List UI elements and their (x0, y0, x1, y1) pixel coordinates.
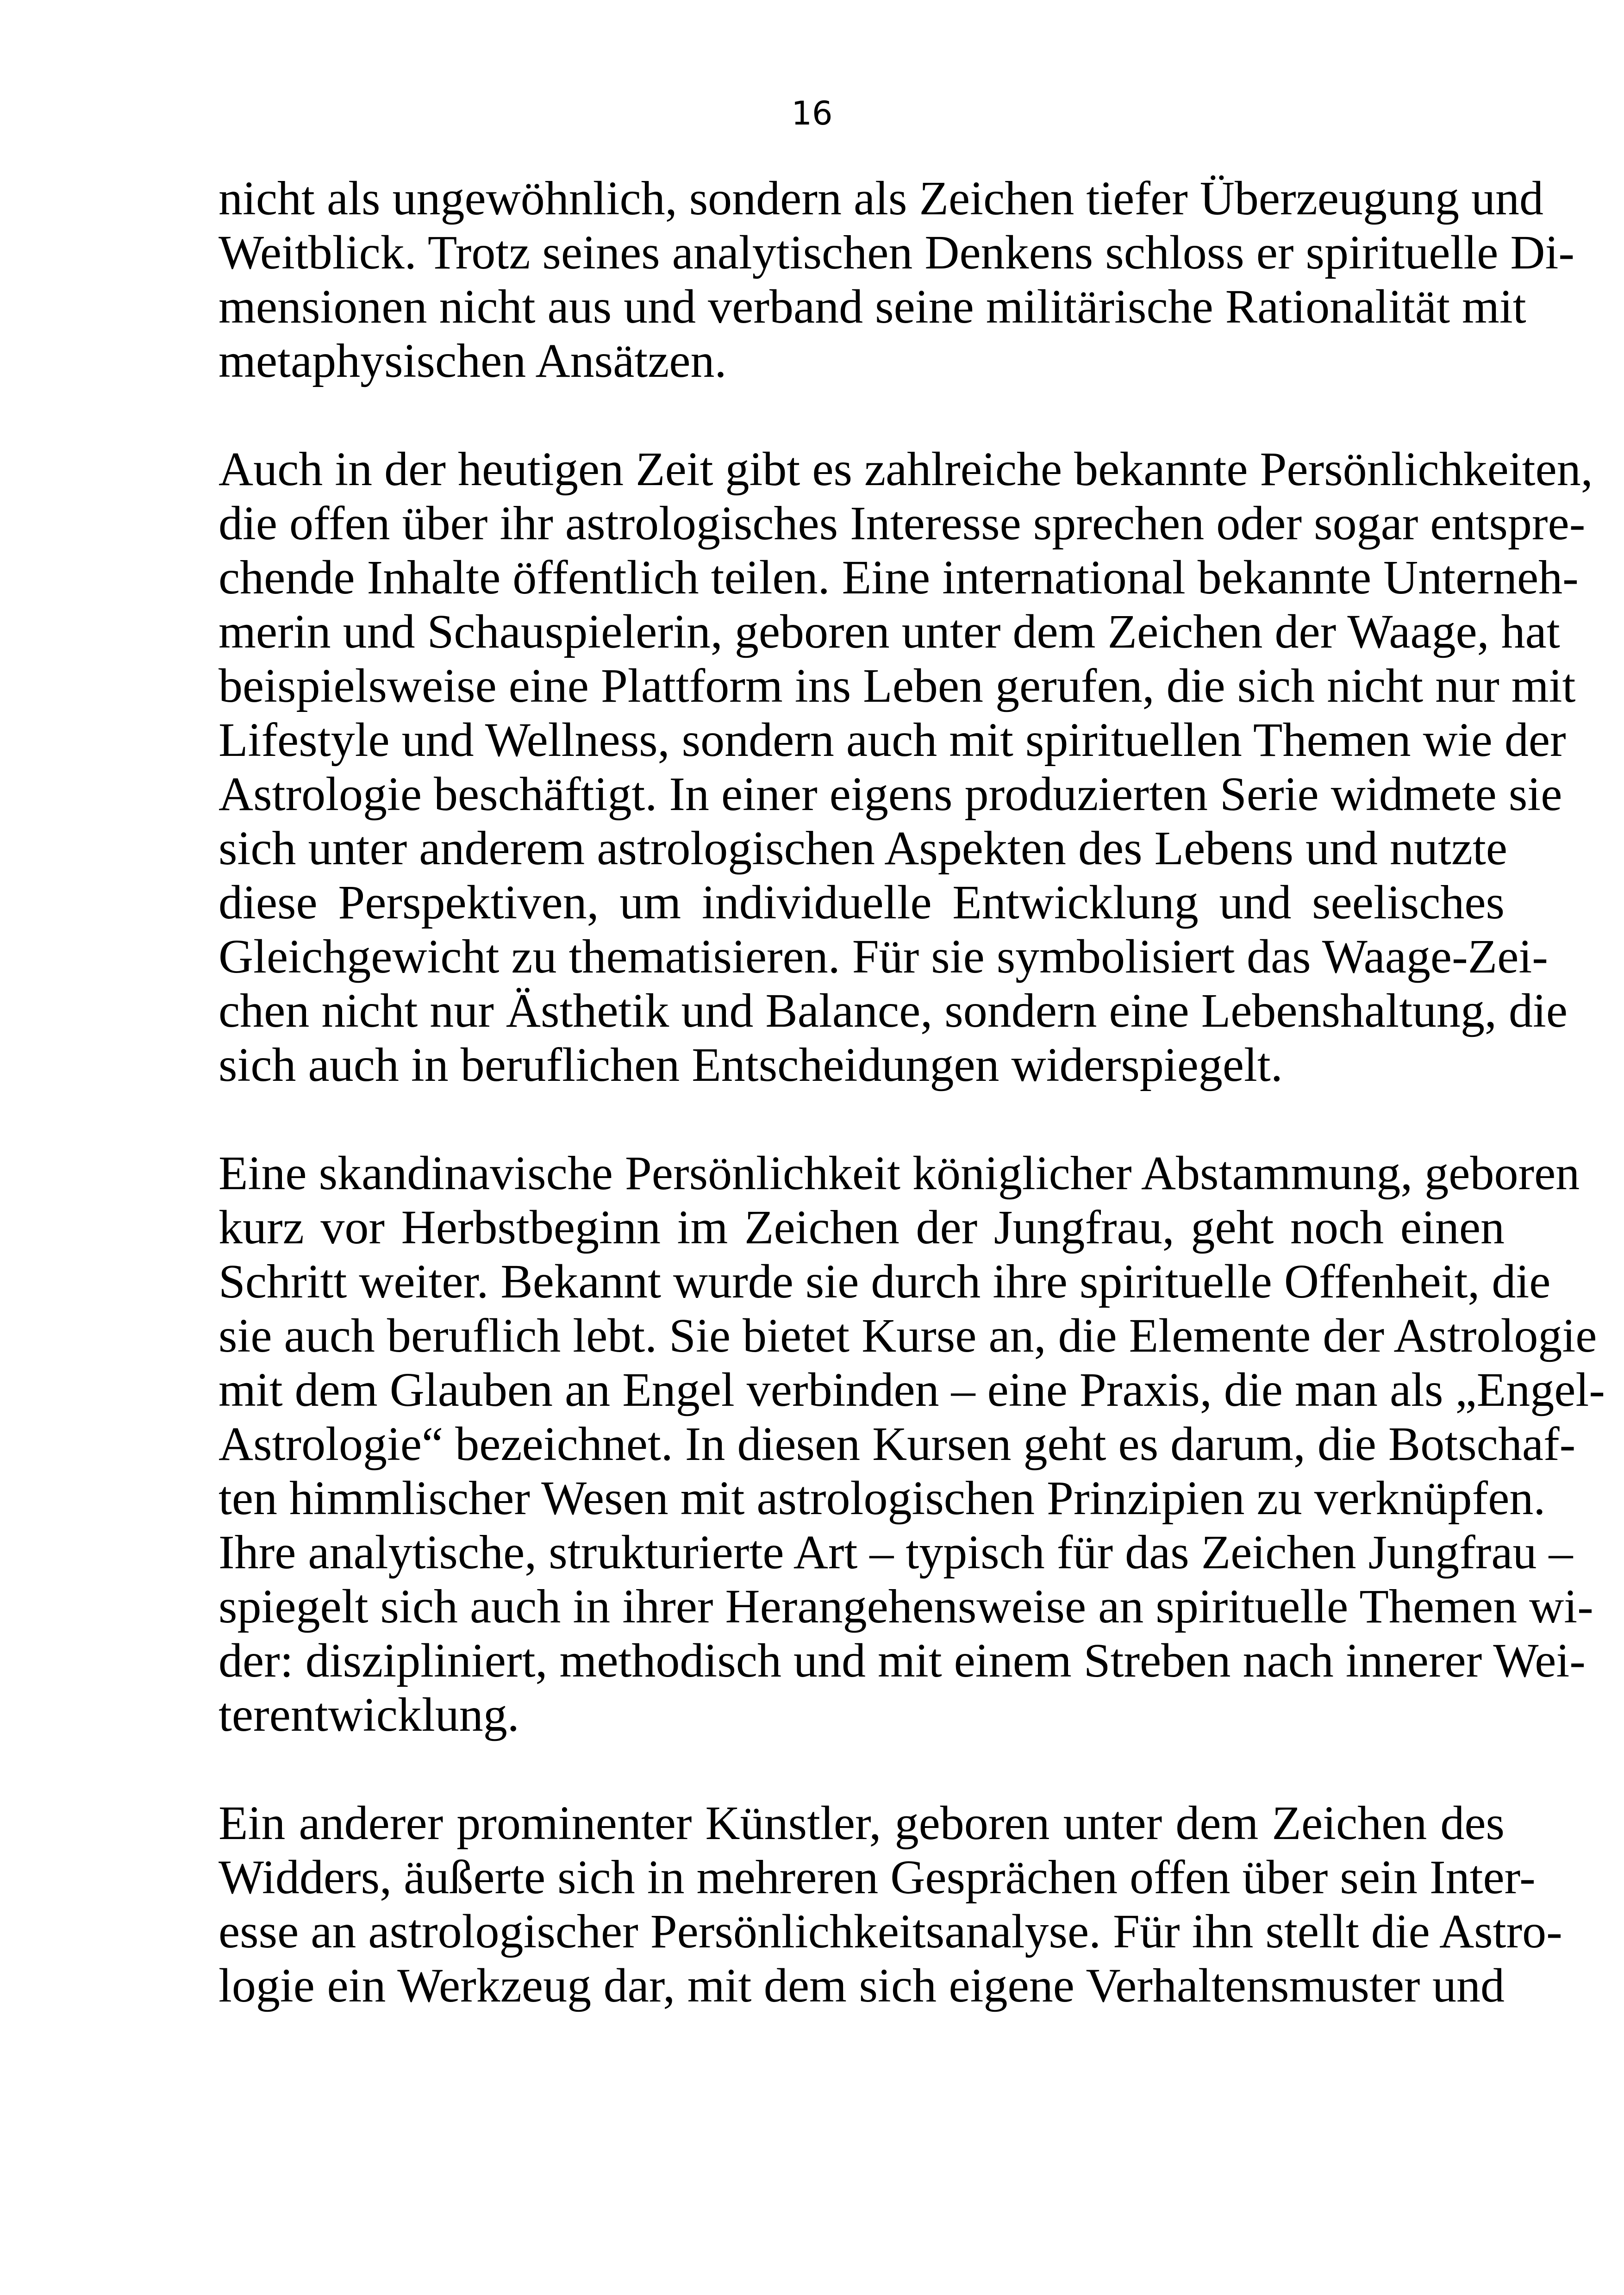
text-line: logie ein Werkzeug dar, mit dem sich eigene Verhaltensmuster und (219, 1959, 1505, 2012)
text-line: mensionen nicht aus und verband seine militärische Rationalität mit (219, 280, 1526, 333)
text-line: Ihre analytische, strukturierte Art – typisch für das Zeichen Jungfrau – (219, 1526, 1573, 1579)
text-line: beispielsweise eine Plattform ins Leben gerufen, die sich nicht nur mit (219, 659, 1576, 712)
text-line: Eine skandinavische Persönlichkeit königlicher Abstammung, geboren (219, 1147, 1580, 1200)
text-line: die offen über ihr astrologisches Interesse sprechen oder sogar entspre- (219, 497, 1586, 550)
text-line: kurz vor Herbstbeginn im Zeichen der Jungfrau, geht noch einen (219, 1201, 1505, 1254)
text-line: sie auch beruflich lebt. Sie bietet Kurse an, die Elemente der Astrologie (219, 1309, 1597, 1362)
text-line: chende Inhalte öffentlich teilen. Eine international bekannte Unterneh- (219, 551, 1579, 604)
paragraph (219, 1146, 1605, 1742)
text-line: sich auch in beruflichen Entscheidungen widerspiegelt. (219, 1038, 1283, 1091)
text-line: Lifestyle und Wellness, sondern auch mit spirituellen Themen wie der (219, 713, 1566, 767)
page-number: 16 (791, 94, 833, 132)
text-line: esse an astrologischer Persönlichkeitsanalyse. Für ihn stellt die Astro- (219, 1905, 1562, 1958)
text-line: nicht als ungewöhnlich, sondern als Zeichen tiefer Überzeugung und (219, 172, 1543, 225)
text-line: sich unter anderem astrologischen Aspekten des Lebens und nutzte (219, 822, 1508, 875)
text-line: Auch in der heutigen Zeit gibt es zahlreiche bekannte Persönlichkeiten, (219, 443, 1593, 496)
text-line: chen nicht nur Ästhetik und Balance, sondern eine Lebenshaltung, die (219, 984, 1568, 1037)
paragraph (219, 171, 1575, 388)
text-line: terentwicklung. (219, 1688, 519, 1741)
text-line: Astrologie“ bezeichnet. In diesen Kursen geht es darum, die Botschaf- (219, 1417, 1576, 1471)
text-line: spiegelt sich auch in ihrer Herangehensweise an spirituelle Themen wi- (219, 1580, 1593, 1633)
text-line: mit dem Glauben an Engel verbinden – eine Praxis, die man als „Engel- (219, 1363, 1605, 1416)
text-line: Gleichgewicht zu thematisieren. Für sie symbolisiert das Waage-Zei- (219, 930, 1548, 983)
body-text (219, 171, 1605, 2013)
text-line: Weitblick. Trotz seines analytischen Denkens schloss er spirituelle Di- (219, 226, 1575, 279)
text-line: Widders, äußerte sich in mehreren Gesprächen offen über sein Inter- (219, 1851, 1536, 1904)
text-line: ten himmlischer Wesen mit astrologischen Prinzipien zu verknüpfen. (219, 1472, 1546, 1525)
paragraph (219, 442, 1593, 1092)
text-line: Schritt weiter. Bekannt wurde sie durch ihre spirituelle Offenheit, die (219, 1255, 1551, 1308)
paragraph (219, 1796, 1562, 2013)
text-line: Ein anderer prominenter Künstler, geboren unter dem Zeichen des (219, 1796, 1505, 1850)
text-line: der: diszipliniert, methodisch und mit einem Streben nach innerer Wei- (219, 1634, 1586, 1687)
text-line: metaphysischen Ansätzen. (219, 334, 727, 387)
text-line: merin und Schauspielerin, geboren unter dem Zeichen der Waage, hat (219, 605, 1560, 658)
text-line: Astrologie beschäftigt. In einer eigens produzierten Serie widmete sie (219, 767, 1562, 821)
text-line: diese Perspektiven, um individuelle Entwicklung und seelisches (219, 876, 1505, 929)
